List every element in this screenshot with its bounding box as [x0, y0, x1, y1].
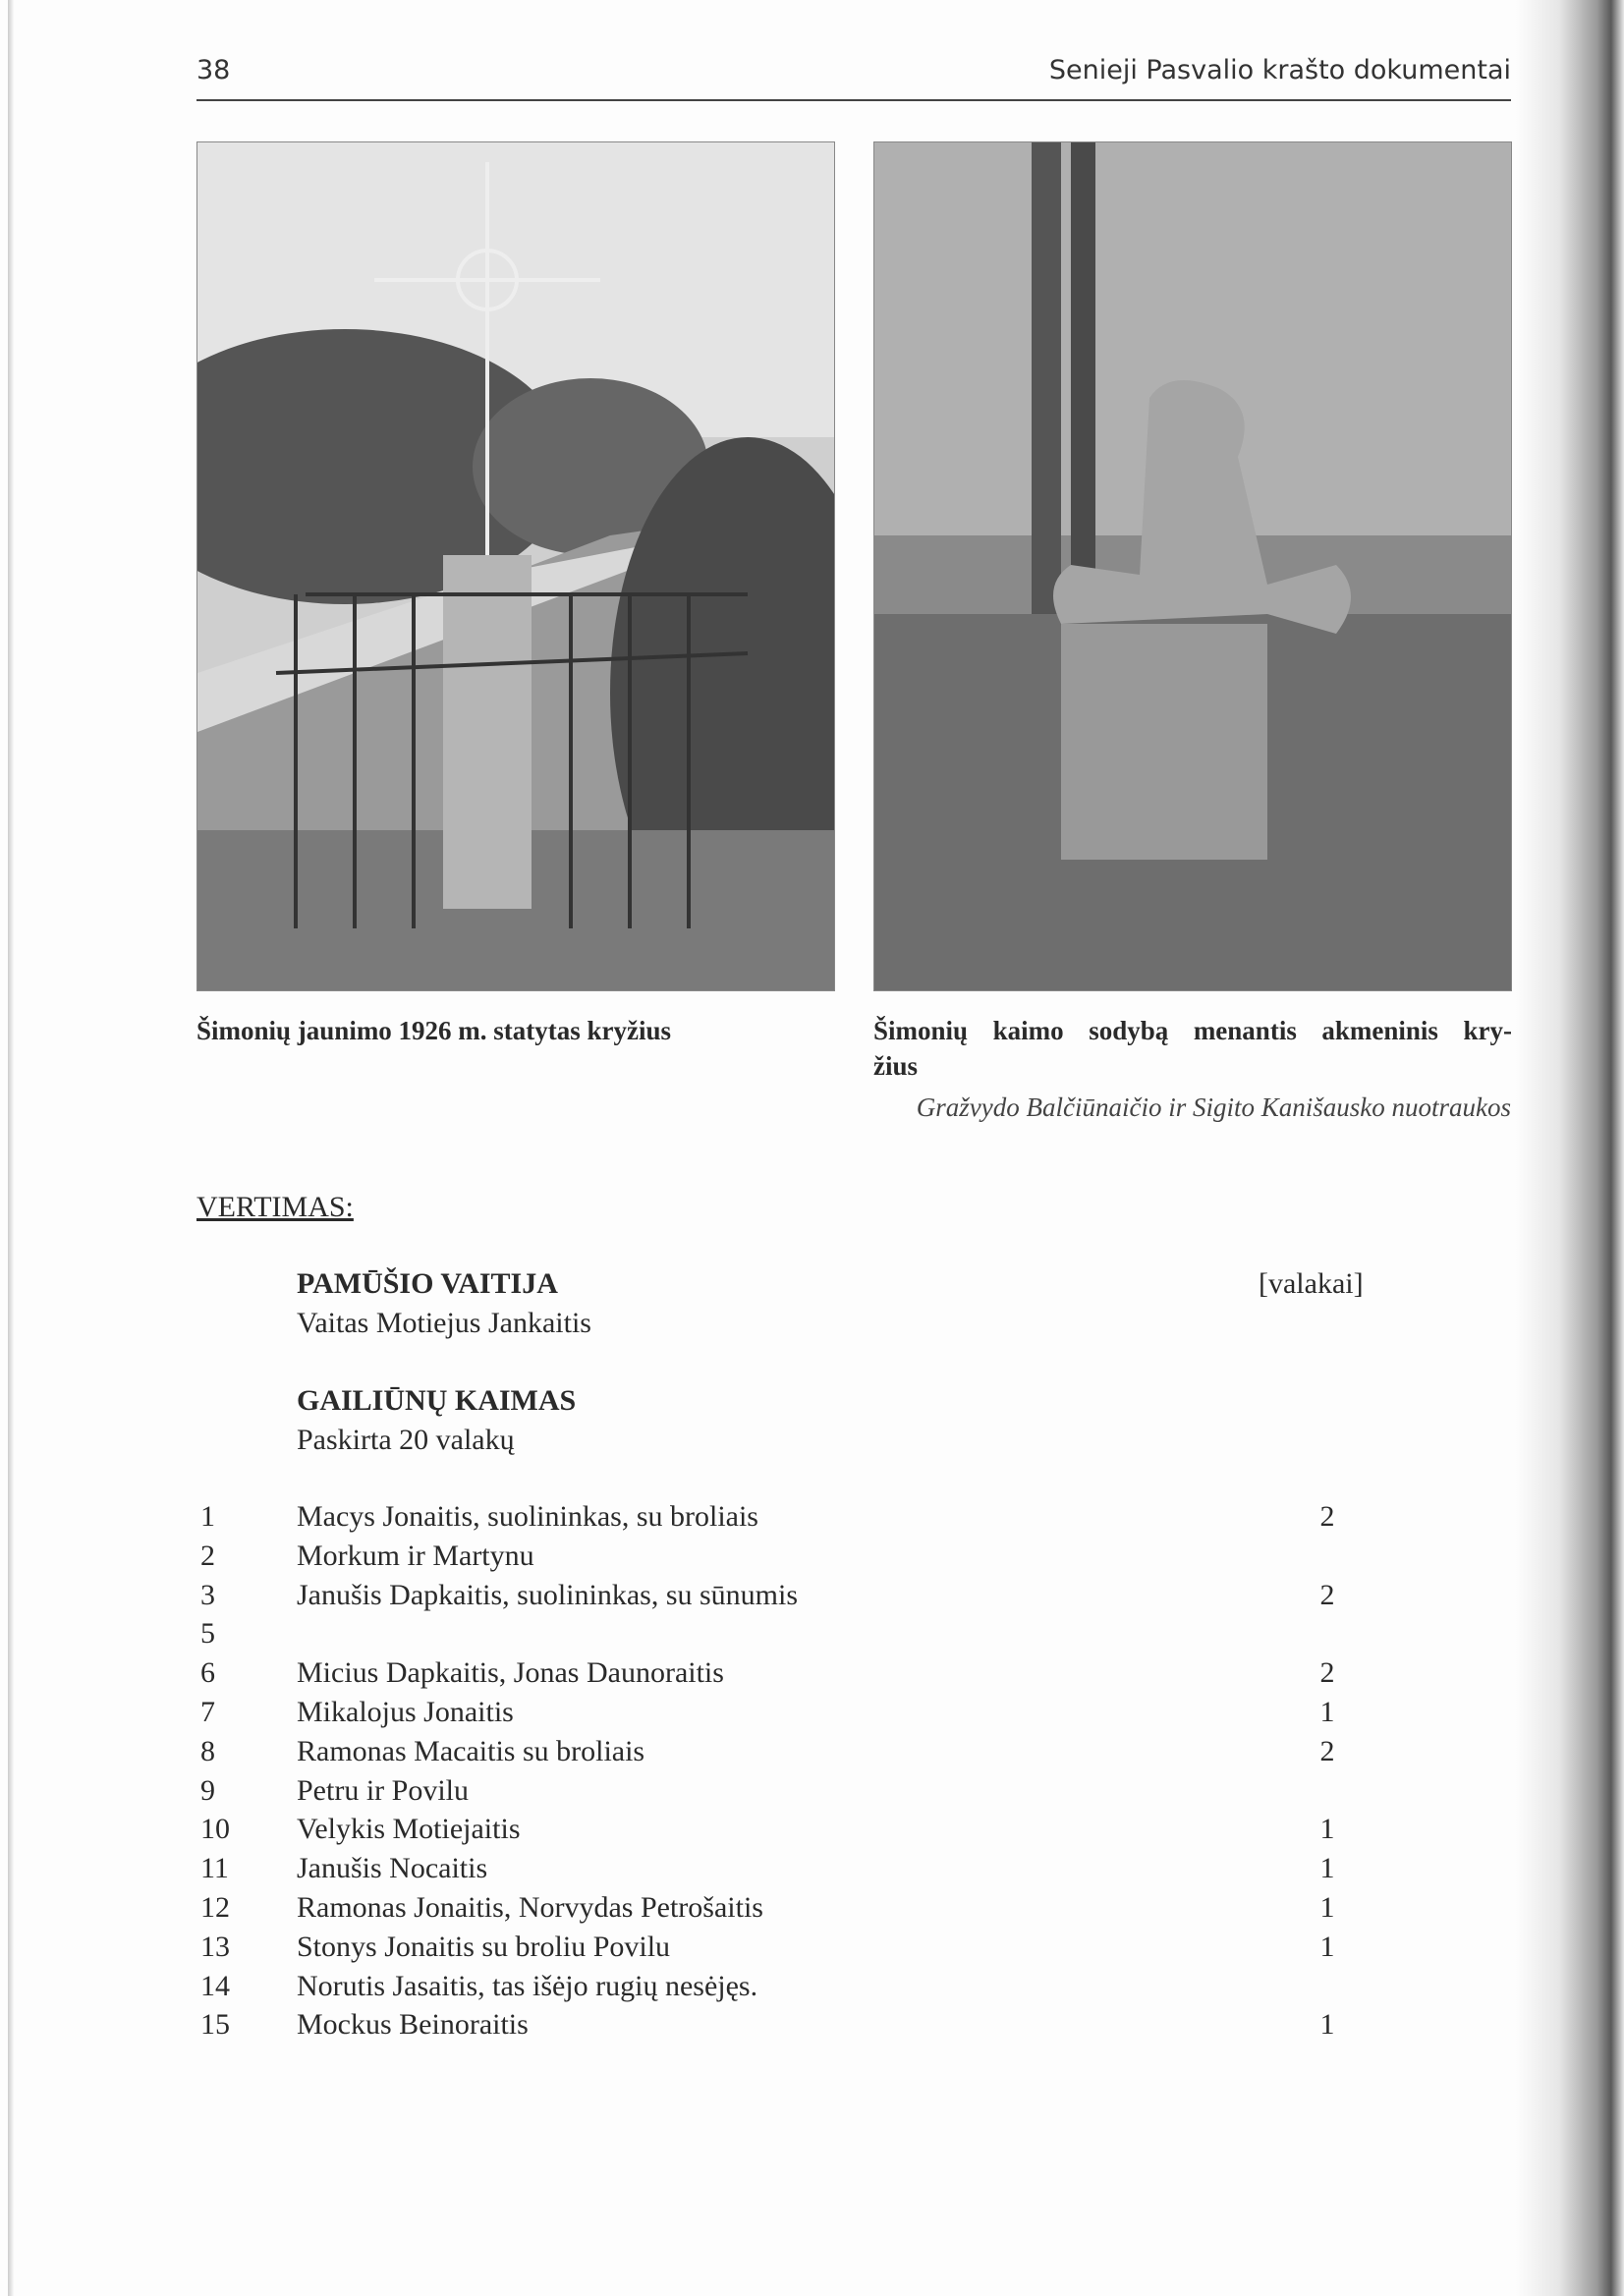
list-row: [0, 1970, 1624, 2009]
village-title: GAILIŪNŲ KAIMAS: [297, 1384, 577, 1417]
district-title: PAMŪŠIO VAITIJA: [297, 1267, 558, 1300]
header-rule: [196, 99, 1511, 101]
running-title: Senieji Pasvalio krašto dokumentai: [1048, 55, 1511, 85]
row-number: 3: [200, 1578, 215, 1611]
row-name: Velykis Motiejaitis: [297, 1813, 521, 1846]
list-row: [0, 1774, 1624, 1814]
row-number: 14: [200, 1969, 230, 2002]
list-row: [0, 1852, 1624, 1891]
row-number: 9: [200, 1773, 215, 1807]
row-value: 1: [1319, 1930, 1335, 1963]
row-value: 1: [1319, 2008, 1335, 2042]
photo-caption-left: Šimonių jaunimo 1926 m. statytas kryžius: [196, 1016, 672, 1045]
row-value: 2: [1319, 1578, 1335, 1611]
photo-caption-right-line1: Šimonių kaimo sodybą menantis akmeninis kry-: [873, 1016, 1512, 1045]
row-value: 2: [1319, 1500, 1335, 1533]
row-number: 8: [200, 1734, 215, 1767]
row-number: 13: [200, 1930, 230, 1963]
list-row: [0, 1891, 1624, 1931]
row-name: Mockus Beinoraitis: [297, 2008, 529, 2042]
row-number: 11: [200, 1852, 229, 1885]
row-name: Mikalojus Jonaitis: [297, 1696, 514, 1728]
row-number: 10: [200, 1813, 230, 1846]
row-value: 1: [1319, 1696, 1335, 1728]
row-number: 12: [200, 1891, 230, 1924]
list-row: [0, 1500, 1624, 1540]
row-number: 7: [200, 1696, 215, 1728]
section-label: VERTIMAS:: [196, 1191, 354, 1223]
list-row: [0, 1656, 1624, 1696]
row-name: Ramonas Macaitis su broliais: [297, 1734, 645, 1767]
list-row: [0, 1735, 1624, 1774]
row-number: 2: [200, 1539, 215, 1572]
village-subtitle: Paskirta 20 valakų: [297, 1424, 515, 1456]
page-number: 38: [196, 55, 231, 85]
unit-label: [valakai]: [1259, 1267, 1364, 1300]
list-row: [0, 1540, 1624, 1579]
photo-stone-cross: [873, 141, 1512, 991]
row-name: Petru ir Povilu: [297, 1773, 470, 1807]
list-row: [0, 1579, 1624, 1618]
photo-credit: Gražvydo Balčiūnaičio ir Sigito Kanišausko nuotraukos: [916, 1092, 1511, 1122]
row-number: 5: [200, 1617, 215, 1651]
row-name: Morkum ir Martynu: [297, 1539, 534, 1572]
list-row: [0, 2008, 1624, 2047]
row-name: Stonys Jonaitis su broliu Povilu: [297, 1930, 671, 1963]
row-name: Micius Dapkaitis, Jonas Daunoraitis: [297, 1656, 724, 1690]
list-row: [0, 1813, 1624, 1852]
list-row: [0, 1617, 1624, 1656]
list-row: [0, 1931, 1624, 1970]
row-value: 2: [1319, 1734, 1335, 1767]
photo-caption-right-line2: žius: [873, 1051, 919, 1081]
row-number: 1: [200, 1500, 215, 1533]
row-name: Janušis Nocaitis: [297, 1852, 488, 1885]
row-value: 1: [1319, 1813, 1335, 1846]
row-number: 6: [200, 1656, 215, 1690]
row-value: 1: [1319, 1852, 1335, 1885]
row-name: Norutis Jasaitis, tas išėjo rugių nesėjęs.: [297, 1969, 758, 2002]
row-name: Ramonas Jonaitis, Norvydas Petrošaitis: [297, 1891, 763, 1924]
district-subtitle: Vaitas Motiejus Jankaitis: [297, 1307, 591, 1339]
list-row: [0, 1696, 1624, 1735]
row-value: 1: [1319, 1891, 1335, 1924]
row-value: 2: [1319, 1656, 1335, 1690]
photo-iron-cross: [196, 141, 835, 991]
row-number: 15: [200, 2008, 230, 2042]
row-name: Macys Jonaitis, suolininkas, su broliais: [297, 1500, 758, 1533]
row-name: Janušis Dapkaitis, suolininkas, su sūnumis: [297, 1578, 799, 1611]
